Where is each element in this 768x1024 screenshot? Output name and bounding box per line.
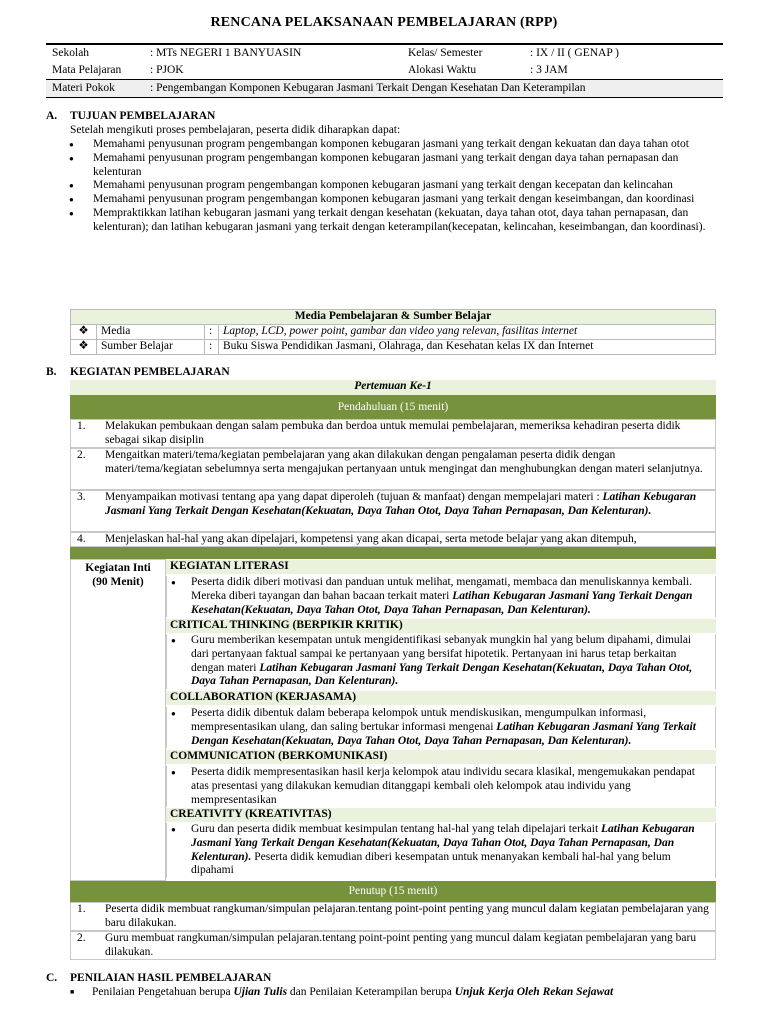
critical-thinking-text bbox=[166, 634, 716, 689]
row-text-plain: Menyampaikan motivasi tentang apa yang dapat diperoleh (tujuan & manfaat) dengan mempelajari materi : bbox=[105, 491, 603, 503]
penutup-row bbox=[70, 902, 716, 931]
section-letter: B. bbox=[46, 366, 57, 378]
penutup-row bbox=[70, 931, 716, 960]
collaboration-text bbox=[166, 707, 716, 748]
list-item: ● Memahami penyusunan program pengembangan komponen kebugaran jasmani yang terkait dengan daya tahan pernapasan dan kelenturan bbox=[68, 152, 716, 180]
section-a-heading bbox=[46, 110, 215, 124]
penilaian-item bbox=[70, 986, 716, 1000]
critical-thinking-heading: CRITICAL THINKING (BERPIKIR KRITIK) bbox=[166, 619, 716, 633]
text-plain: Peserta didik mempresentasikan hasil kerja kelompok atau individu secara klasikal, mengemukakan pendapat atas presentasi yang dilakukan kemudian ditanggapi kembali oleh kelompok atau individu yang mempresentasikan bbox=[191, 766, 695, 806]
mapel-label: Mata Pelajaran bbox=[46, 62, 144, 80]
pendahuluan-row bbox=[70, 532, 716, 547]
alokasi-value: : 3 JAM bbox=[524, 62, 723, 80]
row-text: Melakukan pembukaan dengan salam pembuka dan berdoa untuk memulai pembelajaran, memeriksa kehadiran peserta didik sebagai sikap disiplin bbox=[105, 420, 681, 446]
media-label: Media bbox=[97, 325, 205, 340]
row-text-emphasis: Latihan Kebugaran Jasmani Yang Terkait Dengan Kesehatan(Kekuatan, Daya Tahan Otot, Daya Tahan Pernapasan, Dan Kelenturan). bbox=[105, 491, 697, 517]
info-table bbox=[46, 45, 723, 98]
row-text: Guru membuat rangkuman/simpulan pelajaran.tentang point-point penting yang muncul dalam kegiatan pembelajaran yang baru dilakukan. bbox=[105, 932, 697, 958]
section-letter: C. bbox=[46, 972, 58, 984]
diamond-bullet-icon: ❖ bbox=[71, 340, 97, 355]
creativity-heading: CREATIVITY (KREATIVITAS) bbox=[166, 808, 716, 822]
text-emphasis: Latihan Kebugaran Jasmani Yang Terkait Dengan Kesehatan(Kekuatan, Daya Tahan Otot, Daya Tahan Pernapasan, Dan Kelenturan). bbox=[191, 720, 696, 747]
alokasi-label: Alokasi Waktu bbox=[402, 62, 524, 80]
kelas-value: : IX / II ( GENAP ) bbox=[524, 45, 723, 62]
info-row bbox=[46, 45, 723, 62]
sumber-sep: : bbox=[205, 340, 219, 355]
penutup-header: Penutup (15 menit) bbox=[70, 881, 716, 902]
text-plain: Peserta didik kemudian diberi kesempatan untuk menanyakan kembali hal-hal yang belum dipahami bbox=[191, 850, 671, 877]
sumber-value: Buku Siswa Pendidikan Jasmani, Olahraga, dan Kesehatan kelas IX dan Internet bbox=[219, 340, 716, 355]
media-value: Laptop, LCD, power point, gambar dan video yang relevan, fasilitas internet bbox=[219, 325, 716, 340]
inti-divider-bar bbox=[70, 547, 716, 559]
media-row bbox=[71, 340, 716, 355]
materi-label: Materi Pokok bbox=[46, 80, 144, 98]
sekolah-label: Sekolah bbox=[46, 45, 144, 62]
text-emphasis: Unjuk Kerja Oleh Rekan Sejawat bbox=[454, 986, 614, 998]
list-item: ● Memahami penyusunan program pengembangan komponen kebugaran jasmani yang terkait dengan kekuatan dan daya tahan otot bbox=[68, 138, 716, 152]
inti-label: Kegiatan Inti bbox=[85, 562, 151, 574]
section-c-heading bbox=[46, 972, 271, 986]
info-row bbox=[46, 62, 723, 80]
pendahuluan-row bbox=[70, 419, 716, 448]
diamond-bullet-icon: ❖ bbox=[71, 325, 97, 340]
media-row bbox=[71, 325, 716, 340]
mapel-value: : PJOK bbox=[144, 62, 402, 80]
literasi-text bbox=[166, 576, 716, 617]
pendahuluan-header: Pendahuluan (15 menit) bbox=[70, 395, 716, 419]
section-letter: A. bbox=[46, 110, 58, 122]
text-plain: Guru memberikan kesempatan untuk mengidentifikasi sebanyak mungkin hal yang belum dipahami, dimulai dari pertanyaan faktual sampai ke pertanyaan yang bersifat hipotetik. Pertanyaan ini harus tetap berkaitan dengan materi bbox=[191, 634, 692, 674]
row-text: Mengaitkan materi/tema/kegiatan pembelajaran yang akan dilakukan dengan pengalaman peserta didik dengan materi/tema/kegiatan sebelumnya serta mengajukan pertanyaan untuk mengingat dan menghubungkan dengan materi selanjutnya. bbox=[105, 449, 703, 475]
row-number: 2. bbox=[77, 449, 86, 461]
document-title: RENCANA PELAKSANAAN PEMBELAJARAN (RPP) bbox=[210, 15, 558, 30]
list-item: ● Memahami penyusunan program pengembangan komponen kebugaran jasmani yang terkait dengan kecepatan dan kelincahan bbox=[68, 179, 716, 193]
sumber-label: Sumber Belajar bbox=[97, 340, 205, 355]
media-table bbox=[70, 309, 716, 355]
kelas-label: Kelas/ Semester bbox=[402, 45, 524, 62]
communication-heading: COMMUNICATION (BERKOMUNIKASI) bbox=[166, 750, 716, 764]
text-emphasis: Ujian Tulis bbox=[233, 986, 288, 998]
text-emphasis: Latihan Kebugaran Jasmani Yang Terkait Dengan Kesehatan(Kekuatan, Daya Tahan Otot, Daya Tahan Pernapasan, Dan Kelenturan). bbox=[191, 589, 693, 616]
section-a-intro: Setelah mengikuti proses pembelajaran, peserta didik diharapkan dapat: bbox=[70, 124, 401, 136]
row-text: Menjelaskan hal-hal yang akan dipelajari, kompetensi yang akan dicapai, serta metode belajar yang akan ditempuh, bbox=[105, 533, 637, 545]
text-plain: Penilaian Pengetahuan berupa bbox=[92, 986, 234, 998]
text-plain: Peserta didik dibentuk dalam beberapa kelompok untuk mendiskusikan, mengumpulkan informasi, mempresentasikan ulang, dan saling bertukar informasi mengenai bbox=[191, 707, 647, 733]
text-plain: dan Penilaian Keterampilan berupa bbox=[287, 986, 455, 998]
creativity-text bbox=[166, 823, 716, 878]
tujuan-list bbox=[68, 138, 716, 235]
section-title: KEGIATAN PEMBELAJARAN bbox=[70, 366, 230, 378]
communication-text bbox=[166, 766, 716, 807]
literasi-heading: KEGIATAN LITERASI bbox=[166, 560, 716, 574]
text-emphasis: Latihan Kebugaran Jasmani Yang Terkait Dengan Kesehatan(Kekuatan, Daya Tahan Otot, Daya Tahan Pernapasan, Dan Kelenturan). bbox=[191, 661, 693, 688]
row-number: 3. bbox=[77, 491, 86, 503]
section-title: TUJUAN PEMBELAJARAN bbox=[70, 110, 216, 122]
list-item: ● Mempraktikkan latihan kebugaran jasmani yang terkait dengan kesehatan (kekuatan, daya tahan otot, daya tahan pernapasan, dan kelenturan); dan latihan kebugaran jasmani yang terkait dengan keterampilan(kecepatan, kelincahan, keseimbangan, dan koordinasi). bbox=[68, 207, 716, 235]
row-text bbox=[105, 491, 709, 519]
pertemuan-label: Pertemuan Ke-1 bbox=[70, 380, 716, 395]
row-number: 1. bbox=[77, 903, 86, 915]
sekolah-value: : MTs NEGERI 1 BANYUASIN bbox=[144, 45, 402, 62]
text-plain: Guru dan peserta didik membuat kesimpulan tentang hal-hal yang telah dipelajari terkait bbox=[191, 823, 602, 835]
info-row bbox=[46, 80, 723, 98]
materi-value: : Pengembangan Komponen Kebugaran Jasmani Terkait Dengan Kesehatan Dan Keterampilan bbox=[144, 80, 723, 98]
inti-time: (90 Menit) bbox=[92, 575, 144, 588]
text-emphasis: Latihan Kebugaran Jasmani Yang Terkait Dengan Kesehatan(Kekuatan, Daya Tahan Otot, Daya Tahan Pernapasan, Dan Kelenturan). bbox=[191, 823, 695, 863]
section-b-heading bbox=[46, 366, 230, 380]
row-text: Peserta didik membuat rangkuman/simpulan pelajaran.tentang point-point penting yang muncul dalam kegiatan pembelajaran yang baru dilakukan. bbox=[105, 903, 709, 929]
pendahuluan-row bbox=[70, 490, 716, 532]
text-plain: Peserta didik diberi motivasi dan panduan untuk melihat, mengamati, membaca dan menuliskannya kembali. Mereka diberi tayangan dan bahan bacaan terkait materi bbox=[191, 576, 693, 602]
kegiatan-inti-label bbox=[70, 559, 166, 881]
section-title: PENILAIAN HASIL PEMBELAJARAN bbox=[70, 972, 272, 984]
media-sep: : bbox=[205, 325, 219, 340]
media-header: Media Pembelajaran & Sumber Belajar bbox=[71, 310, 716, 325]
row-number: 4. bbox=[77, 533, 86, 545]
row-number: 2. bbox=[77, 932, 86, 944]
collaboration-heading: COLLABORATION (KERJASAMA) bbox=[166, 691, 716, 705]
list-item: ● Memahami penyusunan program pengembangan komponen kebugaran jasmani yang terkait dengan keseimbangan, dan koordinasi bbox=[68, 193, 716, 207]
row-number: 1. bbox=[77, 420, 86, 432]
pendahuluan-row bbox=[70, 448, 716, 490]
